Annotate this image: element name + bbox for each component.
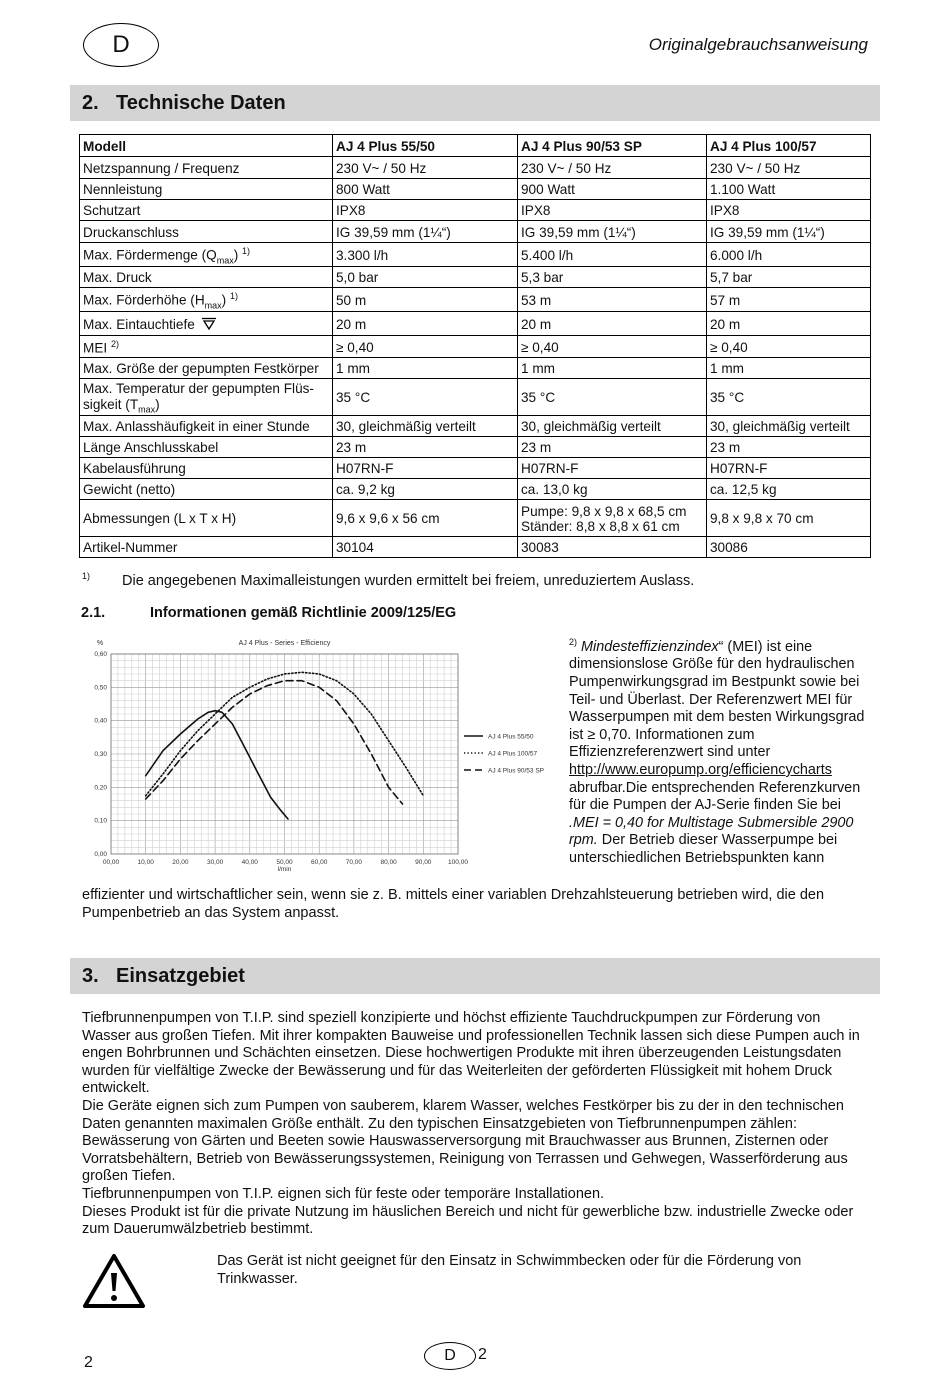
mei-text-3: Der Betrieb dieser Wasserpumpe bei unterschiedlichen Betriebspunkten kann: [569, 832, 838, 866]
chart-title: AJ 4 Plus - Series - Efficiency: [238, 640, 331, 647]
series-line-0: [146, 711, 288, 819]
y-tick-label: 0,20: [94, 784, 107, 792]
subsection-title: Informationen gemäß Richtlinie 2009/125/EG: [150, 605, 457, 621]
row-label: Schutzart: [80, 200, 333, 221]
row-label: Max. Anlasshäufigkeit in einer Stunde: [80, 416, 333, 437]
row-value: IG 39,59 mm (1¼“): [333, 221, 518, 243]
y-tick-label: 0,30: [94, 751, 107, 758]
row-value: 35 °C: [333, 379, 518, 416]
row-value: H07RN-F: [707, 458, 871, 479]
x-tick-label: 60,00: [311, 859, 328, 866]
row-value: 230 V~ / 50 Hz: [707, 157, 871, 179]
subsection-number: 2.1.: [81, 605, 106, 621]
row-value: IPX8: [333, 200, 518, 221]
warning-triangle-icon: [82, 1253, 146, 1309]
row-value: 230 V~ / 50 Hz: [333, 157, 518, 179]
mei-reference: .MEI = 0,40 for Multistage Submersible 2900 rpm.: [569, 814, 854, 849]
row-value: 57 m: [707, 288, 871, 312]
row-value: 30, gleichmäßig verteilt: [518, 416, 707, 437]
row-value: 900 Watt: [518, 179, 707, 200]
footer-language-badge: [424, 1342, 476, 1370]
row-value: 230 V~ / 50 Hz: [518, 157, 707, 179]
row-value: 35 °C: [518, 379, 707, 416]
table-row: [80, 200, 871, 221]
row-value: H07RN-F: [518, 458, 707, 479]
subsection-heading-2-1: [81, 605, 456, 621]
table-row: [80, 288, 871, 312]
section-3-body: Tiefbrunnenpumpen von T.I.P. sind speziell konzipierte und höchst effiziente Tauchdruckpumpen zur Förderung von Wasser aus großen Tiefen. Mit ihrer kompakten Bauweise und professionellen Technik lassen sich diese Pumpen auch in engen Bohrbrunnen und Schächten einsetzen. Diese hochwertigen Produkte mit ihren überzeugenden Leistungsdaten wurden für vielfältige Zwecke der Bewässerung und für das Weiterleiten der geförderten Flüssigkeit mit hohem Druck entwickelt. Die Geräte eignen sich zum Pumpen von sauberem, klarem Wasser, welches Festkörper bis zu der in den technischen Daten genannten maximalen Größe enthält. Zu den typischen Einsatzgebieten von Tiefbrunnenpumpen zählen: Bewässerung von Gärten und Beeten sowie Hauswasserversorgung mit Brauchwasser aus Brunnen, Zisternen oder Vorratsbehältern, Betrieb von Bewässerungssystemen, Reinigung von Terrassen und Gehwegen, Wasserförderung aus großen Tiefen. Tiefbrunnenpumpen von T.I.P. eignen sich für feste oder temporäre Installationen. Dieses Produkt ist für die private Nutzung im häuslichen Bereich und nicht für gewerbliche bzw. industrielle Zwecke oder zum Dauerumwälzbetrieb bestimmt.: [82, 1010, 860, 1238]
row-value: 5,0 bar: [333, 267, 518, 288]
x-tick-label: 30,00: [206, 859, 224, 866]
row-label: Max. Temperatur der gepumpten Flüs- sigkeit $(T_{max})$: [80, 379, 333, 416]
x-tick-label: 00,00: [102, 859, 120, 866]
row-value: H07RN-F: [333, 458, 518, 479]
series-line-2: [146, 681, 403, 804]
row-value: Pumpe: 9,8 x 9,8 x 68,5 cm Ständer: 8,8 x 8,8 x 61 cm: [518, 500, 707, 537]
europump-link[interactable]: http://www.europump.org/efficiencycharts: [569, 761, 832, 778]
table-row: [80, 458, 871, 479]
row-value: 35 °C: [707, 379, 871, 416]
mei-text-1: “ (MEI) ist eine dimensionslose Größe für den hydraulischen Pumpenwirkungsgrad im Bestpunkt sowie bei Teil- und Überlast. Der Referenzwert MEI für Wasserpumpen mit dem besten Wirkungsgrad ist ≥ 0,70. Informationen zum Effizienzreferenzwert sind unter: [569, 638, 865, 761]
table-header-row: [80, 135, 871, 157]
row-value: 53 m: [518, 288, 707, 312]
row-value: 1 mm: [518, 358, 707, 379]
row-label: MEI $^{2)}$: [80, 336, 333, 358]
x-tick-label: 50,00: [276, 859, 293, 866]
row-value: 23 m: [707, 437, 871, 458]
efficiency-chart: [78, 635, 558, 875]
row-value: 5.400 l/h: [518, 243, 707, 267]
y-tick-label: 0,00: [94, 851, 107, 858]
row-value: 23 m: [333, 437, 518, 458]
table-header-cell: AJ 4 Plus 100/57: [707, 135, 871, 157]
table-row: [80, 267, 871, 288]
row-value: 30, gleichmäßig verteilt: [333, 416, 518, 437]
row-value: ≥ 0,40: [707, 336, 871, 358]
row-label: Max. Fördermenge $(Q_{max})$ $^{1)}$: [80, 243, 333, 267]
mei-term: Mindesteffizienzindex: [581, 638, 719, 655]
row-value: 50 m: [333, 288, 518, 312]
table-row: [80, 179, 871, 200]
mei-footnote-mark: 2): [569, 637, 578, 647]
row-label: Netzspannung / Frequenz: [80, 157, 333, 179]
legend-label: AJ 4 Plus 90/53 SP: [488, 767, 545, 775]
row-label: Nennleistung: [80, 179, 333, 200]
row-value: IG 39,59 mm (1¼“): [518, 221, 707, 243]
document-title: Originalgebrauchsanweisung: [648, 35, 868, 54]
row-value: 20 m: [518, 312, 707, 336]
legend-label: AJ 4 Plus 100/57: [488, 750, 538, 758]
row-value: 5,7 bar: [707, 267, 871, 288]
row-value: 6.000 l/h: [707, 243, 871, 267]
table-header-cell: AJ 4 Plus 55/50: [333, 135, 518, 157]
y-tick-label: 0,60: [94, 651, 107, 658]
row-value: 20 m: [707, 312, 871, 336]
section-title: Einsatzgebiet: [116, 964, 245, 987]
mei-continuation: effizienter und wirtschaftlicher sein, wenn sie z. B. mittels einer variablen Drehzahlsteuerung betrieben wird, die den Pumpenbetrieb an das System anpasst.: [82, 887, 825, 921]
row-label: Gewicht (netto): [80, 479, 333, 500]
table-row: [80, 537, 871, 558]
table-row: [80, 479, 871, 500]
table-header-cell: Modell: [80, 135, 333, 157]
table-row: [80, 221, 871, 243]
row-value: 9,6 x 9,6 x 56 cm: [333, 500, 518, 537]
row-value: 1 mm: [333, 358, 518, 379]
row-value: ≥ 0,40: [518, 336, 707, 358]
row-label: Länge Anschlusskabel: [80, 437, 333, 458]
section-title: Technische Daten: [116, 91, 286, 114]
x-axis-label: l/min: [277, 866, 292, 873]
y-axis-label: %: [96, 640, 104, 647]
x-tick-label: 40,00: [241, 859, 258, 866]
technical-data-table: [79, 134, 871, 558]
row-value: 23 m: [518, 437, 707, 458]
mei-explanation: [569, 634, 869, 868]
row-value: 1.100 Watt: [707, 179, 871, 200]
row-label: Max. Eintauchtiefe: [80, 312, 333, 336]
row-label: Kabelausführung: [80, 458, 333, 479]
water-level-icon: [201, 317, 217, 330]
section-number: 2.: [82, 91, 99, 114]
table-row: [80, 379, 871, 416]
row-value: 20 m: [333, 312, 518, 336]
footnote-text: Die angegebenen Maximalleistungen wurden ermittelt bei freiem, unreduziertem Auslass.: [122, 573, 695, 589]
section-heading-2: [70, 85, 880, 121]
table-row: [80, 336, 871, 358]
y-tick-label: 0,40: [94, 717, 107, 725]
footnote-mark: 1): [82, 571, 91, 581]
row-value: 30086: [707, 537, 871, 558]
x-tick-label: 70,00: [345, 859, 363, 866]
warning-text: Das Gerät ist nicht geeignet für den Einsatz in Schwimmbecken oder für die Förderung von Trinkwasser.: [217, 1253, 802, 1287]
legend-label: AJ 4 Plus 55/50: [488, 733, 534, 741]
row-value: 9,8 x 9,8 x 70 cm: [707, 500, 871, 537]
row-value: 30, gleichmäßig verteilt: [707, 416, 871, 437]
footer-language-code: D: [444, 1347, 456, 1364]
row-value: IG 39,59 mm (1¼“): [707, 221, 871, 243]
row-value: 30104: [333, 537, 518, 558]
row-label: Max. Größe der gepumpten Festkörper: [80, 358, 333, 379]
language-code: D: [112, 31, 130, 58]
row-label: Max. Druck: [80, 267, 333, 288]
table-header-cell: AJ 4 Plus 90/53 SP: [518, 135, 707, 157]
table-row: [80, 500, 871, 537]
table-row: [80, 312, 871, 336]
row-value: IPX8: [518, 200, 707, 221]
row-value: 3.300 l/h: [333, 243, 518, 267]
table-row: [80, 437, 871, 458]
section-number: 3.: [82, 964, 99, 987]
table-row: [80, 416, 871, 437]
row-label: Abmessungen (L x T x H): [80, 500, 333, 537]
row-value: 800 Watt: [333, 179, 518, 200]
x-tick-label: 10,00: [137, 859, 154, 866]
row-label: Max. Förderhöhe $(H_{max})$ $^{1)}$: [80, 288, 333, 312]
page-number-left: 2: [84, 1354, 93, 1371]
table-row: [80, 157, 871, 179]
row-value: 5,3 bar: [518, 267, 707, 288]
x-tick-label: 20,00: [172, 859, 189, 866]
y-tick-label: 0,10: [94, 817, 107, 825]
row-value: IPX8: [707, 200, 871, 221]
row-value: ca. 9,2 kg: [333, 479, 518, 500]
row-value: ≥ 0,40: [333, 336, 518, 358]
row-value: 30083: [518, 537, 707, 558]
table-row: [80, 358, 871, 379]
table-row: [80, 243, 871, 267]
row-value: 1 mm: [707, 358, 871, 379]
language-badge: [83, 23, 159, 67]
row-label: Druckanschluss: [80, 221, 333, 243]
x-tick-label: 100,00: [448, 859, 468, 866]
x-tick-label: 80,00: [380, 859, 397, 866]
row-label: Artikel-Nummer: [80, 537, 333, 558]
x-tick-label: 90,00: [415, 859, 432, 866]
row-value: ca. 12,5 kg: [707, 479, 871, 500]
mei-text-2: abrufbar.Die entsprechenden Referenzkurven für die Pumpen der AJ-Serie finden Sie bei: [569, 779, 861, 814]
footer-page-number: 2: [478, 1346, 487, 1363]
y-tick-label: 0,50: [94, 684, 107, 692]
section-heading-3: [70, 958, 880, 994]
row-value: ca. 13,0 kg: [518, 479, 707, 500]
